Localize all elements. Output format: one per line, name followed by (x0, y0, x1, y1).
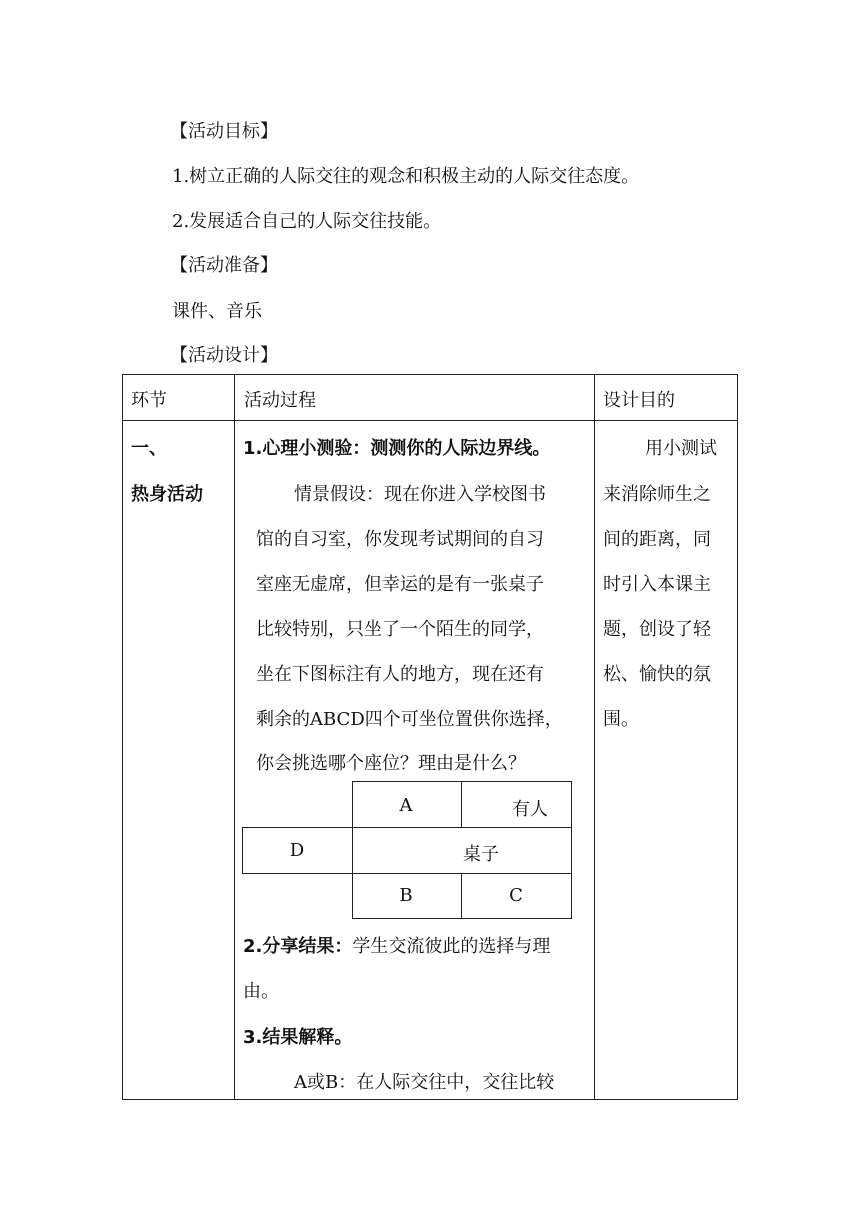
step3-title: 3.结果解释。 (243, 1027, 353, 1048)
goal-item-1: 1.树立正确的人际交往的观念和积极主动的人际交往态度。 (172, 166, 640, 187)
step2-text-cont: 由。 (243, 981, 279, 1002)
step2-title: 2.分享结果： (243, 936, 353, 957)
design-heading: 【活动设计】 (170, 345, 278, 366)
scenario-line: 你会挑选哪个座位？理由是什么？ (256, 753, 526, 774)
scenario-line: 情景假设：现在你进入学校图书 (294, 484, 546, 505)
section-number: 一、 (131, 438, 167, 459)
scenario-line: 比较特别，只坐了一个陌生的同学， (256, 619, 544, 640)
purpose-line: 松、愉快的氛 (603, 664, 711, 685)
purpose-line: 来消除师生之 (603, 484, 711, 505)
scenario-line: 馆的自习室，你发现考试期间的自习 (256, 529, 544, 550)
seat-a: A (399, 795, 413, 816)
purpose-line: 题，创设了轻 (603, 619, 711, 640)
prep-text: 课件、音乐 (172, 301, 262, 322)
goal-item-2: 2.发展适合自己的人际交往技能。 (172, 211, 442, 232)
seat-b: B (399, 885, 413, 906)
seat-d: D (289, 840, 305, 861)
scenario-line: 室座无虚席，但幸运的是有一张桌子 (256, 574, 544, 595)
purpose-line: 时引入本课主 (603, 574, 711, 595)
desk-label: 桌子 (463, 844, 499, 865)
purpose-line: 间的距离，同 (603, 529, 711, 550)
header-process: 活动过程 (244, 390, 316, 411)
step2-line (243, 932, 550, 958)
seat-occupied: 有人 (512, 799, 548, 820)
explain-line: A或B：在人际交往中，交往比较 (294, 1072, 555, 1093)
purpose-line: 围。 (603, 709, 639, 730)
seat-c: C (509, 885, 523, 906)
section-name: 热身活动 (131, 484, 203, 505)
header-stage: 环节 (131, 390, 167, 411)
scenario-line: 坐在下图标注有人的地方，现在还有 (256, 664, 544, 685)
purpose-line: 用小测试 (645, 438, 717, 459)
scenario-line: 剩余的ABCD四个可坐位置供你选择， (256, 709, 563, 730)
step1-title: 1.心理小测验：测测你的人际边界线。 (243, 438, 551, 459)
goal-heading: 【活动目标】 (170, 121, 278, 142)
step2-text: 学生交流彼此的选择与理 (352, 936, 551, 957)
header-purpose: 设计目的 (603, 390, 675, 411)
prep-heading: 【活动准备】 (170, 255, 278, 276)
